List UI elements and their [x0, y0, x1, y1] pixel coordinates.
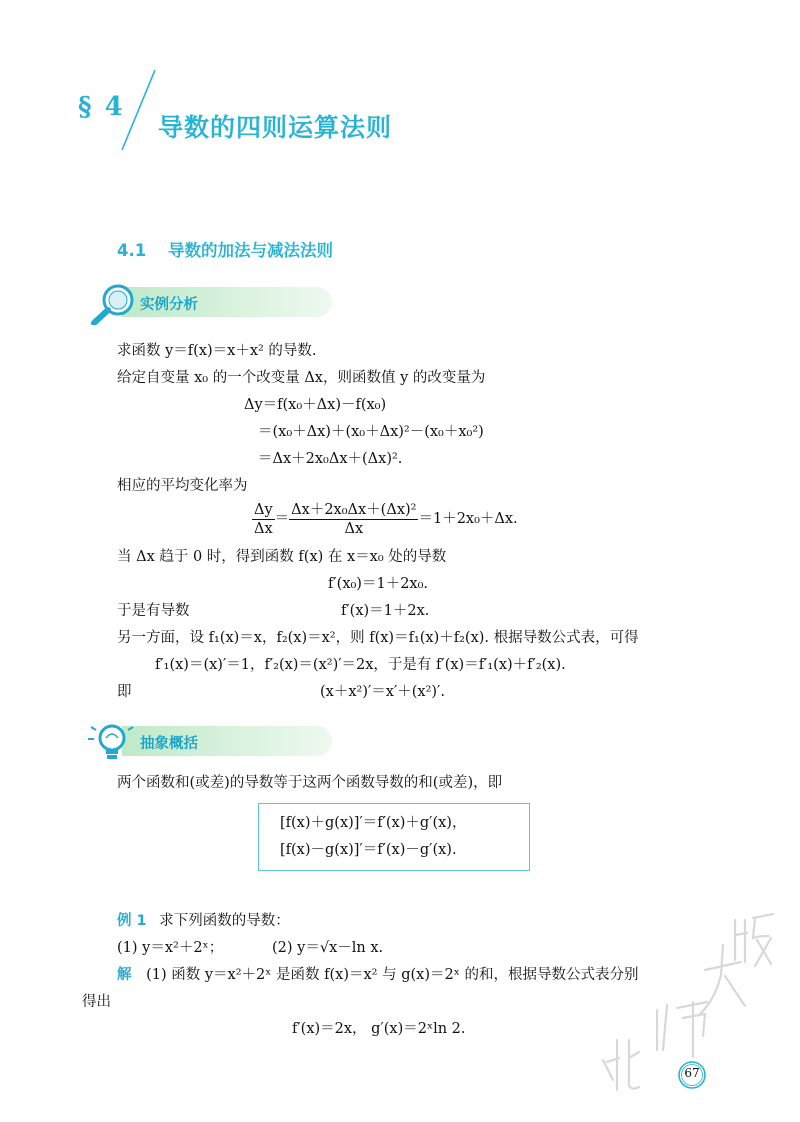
badge-example-analysis	[82, 283, 342, 321]
text-line: 即	[117, 684, 132, 700]
lightbulb-icon	[82, 722, 142, 764]
fraction-denominator: Δx	[254, 520, 273, 537]
solution-label: 解	[117, 967, 132, 983]
page-title: 导数的四则运算法则	[158, 113, 393, 142]
text-line: 两个函数和(或差)的导数等于这两个函数导数的和(或差)，即	[117, 775, 503, 791]
equation-line: [f(x)＋g(x)]′＝f′(x)＋g′(x)，	[280, 815, 467, 831]
example-question: (2) y＝√x－ln x.	[272, 940, 384, 956]
section-mark: § 4	[78, 92, 125, 122]
equation-line: (x＋x²)′＝x′＋(x²)′.	[320, 684, 445, 700]
fraction-numerator: Δx＋2x₀Δx＋(Δx)²	[291, 501, 417, 518]
text-line: 另一方面，设 f₁(x)＝x，f₂(x)＝x²，则 f(x)＝f₁(x)＋f₂(x). 根据导数公式表，可得	[117, 630, 639, 646]
equation-tail: ＝1＋2x₀＋Δx.	[418, 511, 518, 527]
text-line: 于是有导数	[117, 603, 190, 619]
badge-label: 抽象概括	[140, 736, 198, 752]
title-divider-slash	[100, 70, 160, 150]
text-line: 求函数 y＝f(x)＝x＋x² 的导数.	[117, 343, 317, 359]
example-label: 例 1	[117, 913, 147, 929]
fraction-equation	[252, 500, 518, 538]
fraction	[289, 501, 418, 538]
page-number: 67	[684, 1066, 700, 1080]
example-prompt: 求下列函数的导数：	[159, 913, 290, 929]
solution-text: (1) 函数 y＝x²＋2ˣ 是函数 f(x)＝x² 与 g(x)＝2ˣ 的和，根据导数公式表分别	[146, 967, 639, 983]
equation-line: f′(x)＝1＋2x.	[341, 603, 430, 619]
badge-label: 实例分析	[140, 297, 198, 313]
equation-line: ＝(x₀＋Δx)＋(x₀＋Δx)²－(x₀＋x₀²)	[258, 424, 484, 440]
fraction	[252, 501, 275, 538]
equals-sign: ＝	[274, 511, 290, 527]
text-line: 给定自变量 x₀ 的一个改变量 Δx，则函数值 y 的改变量为	[117, 370, 486, 386]
subsection-number: 4.1	[117, 241, 147, 260]
solution-line	[117, 965, 638, 985]
badge-abstraction	[82, 722, 342, 760]
example-heading	[117, 911, 290, 931]
equation-line: f′(x₀)＝1＋2x₀.	[328, 576, 429, 592]
equation-line: f′₁(x)＝(x)′＝1，f′₂(x)＝(x²)′＝2x，于是有 f′(x)＝f′₁(x)＋f′₂(x).	[155, 657, 566, 673]
example-question: (1) y＝x²＋2ˣ；	[117, 940, 224, 956]
equation-line: ＝Δx＋2x₀Δx＋(Δx)².	[258, 451, 403, 467]
solution-line: 得出	[82, 994, 111, 1010]
equation-line: f′(x)＝2x， g′(x)＝2ˣln 2.	[292, 1021, 466, 1037]
subsection-heading	[117, 237, 333, 261]
text-line: 当 Δx 趋于 0 时，得到函数 f(x) 在 x＝x₀ 处的导数	[117, 549, 447, 565]
equation-line: [f(x)－g(x)]′＝f′(x)－g′(x).	[280, 842, 457, 858]
fraction-denominator: Δx	[344, 520, 364, 537]
fraction-numerator: Δy	[254, 501, 273, 518]
subsection-title: 导数的加法与减法法则	[167, 241, 333, 260]
magnifier-icon	[82, 283, 142, 325]
text-line: 相应的平均变化率为	[117, 478, 248, 494]
equation-line: Δy＝f(x₀＋Δx)－f(x₀)	[244, 397, 387, 413]
